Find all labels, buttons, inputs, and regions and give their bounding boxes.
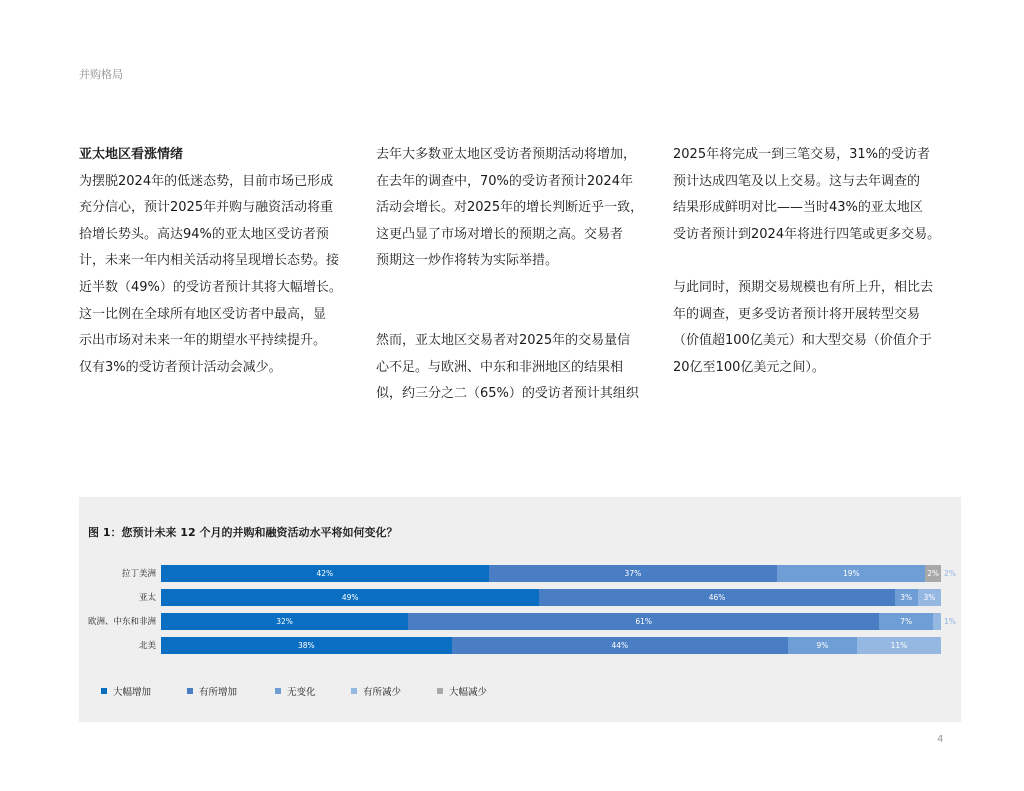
- row-label: 拉丁美洲: [121, 569, 156, 579]
- legend-swatch: [187, 688, 193, 694]
- section-title: 并购格局: [79, 68, 123, 81]
- bar-segment: 3%: [895, 589, 918, 606]
- legend-swatch: [437, 688, 443, 694]
- bar-segment: 61%: [408, 613, 879, 630]
- bar-segment: 11%: [857, 637, 941, 654]
- paragraph-line: 这一比例在全球所有地区受访者中最高，显: [79, 306, 327, 322]
- bar-segment: 19%: [777, 565, 925, 582]
- outside-value-label: 2%: [944, 569, 956, 578]
- paragraph-line: 受访者预计到2024年将进行四笔或更多交易。: [673, 226, 941, 242]
- legend-swatch: [275, 688, 281, 694]
- bar-segment: 32%: [161, 613, 408, 630]
- bar-segment: 49%: [161, 589, 539, 606]
- paragraph-line: 20亿至100亿美元之间）。: [673, 359, 825, 375]
- legend-label: 有所增加: [199, 687, 238, 698]
- legend-label: 大幅增加: [113, 687, 152, 698]
- bar-segment: 3%: [918, 589, 941, 606]
- bar-segment: 38%: [161, 637, 452, 654]
- legend-item: [437, 684, 487, 698]
- legend-label: 大幅减少: [449, 687, 488, 698]
- paragraph-line: 充分信心，预计2025年并购与融资活动将重: [79, 200, 334, 216]
- legend-swatch: [351, 688, 357, 694]
- paragraph-line: 示出市场对未来一年的期望水平持续提升。: [79, 333, 327, 349]
- row-label: 欧洲、中东和非洲: [87, 617, 156, 627]
- paragraph-line: 这更凸显了市场对增长的预期之高。交易者: [376, 226, 624, 242]
- bar-segment: 46%: [539, 589, 894, 606]
- bar-segment: [933, 613, 941, 630]
- legend-swatch: [101, 688, 107, 694]
- text-column-2: [376, 142, 654, 408]
- page-number: 4: [937, 734, 944, 745]
- bar-segment: 37%: [489, 565, 778, 582]
- bar-segment: 42%: [161, 565, 489, 582]
- bar-segment: 44%: [452, 637, 788, 654]
- paragraph-line: 近半数（49%）的受访者预计其将大幅增长。: [79, 279, 342, 295]
- bar-segment: 7%: [879, 613, 933, 630]
- legend-label: 有所减少: [363, 687, 402, 698]
- paragraph-line: （价值超100亿美元）和大型交易（价值介于: [673, 333, 932, 349]
- legend-item: [275, 684, 316, 698]
- outside-value-label: 1%: [944, 617, 956, 626]
- paragraph-line: 年的调查，更多受访者预计将开展转型交易: [673, 306, 921, 322]
- figure-panel: [79, 497, 961, 722]
- figure-title: 图 1：您预计未来 12 个月的并购和融资活动水平将如何变化？: [88, 526, 398, 539]
- paragraph-line: 在去年的调查中，70%的受访者预计2024年: [376, 173, 633, 189]
- paragraph-line: 去年大多数亚太地区受访者预期活动将增加，: [376, 147, 637, 162]
- paragraph-line: 与此同时，预期交易规模也有所上升，相比去: [673, 279, 934, 295]
- legend-item: [101, 684, 151, 698]
- paragraph-line: 心不足。与欧洲、中东和非洲地区的结果相: [376, 359, 624, 375]
- paragraph-line: 2025年将完成一到三笔交易，31%的受访者: [673, 147, 930, 162]
- paragraph-line: 拾增长势头。高达94%的亚太地区受访者预: [79, 226, 329, 242]
- paragraph-line: 仅有3%的受访者预计活动会减少。: [79, 359, 282, 375]
- row-label: 亚太: [138, 593, 156, 603]
- paragraph-line: 然而，亚太地区交易者对2025年的交易量信: [376, 333, 631, 349]
- legend-label: 无变化: [287, 687, 316, 698]
- text-column-3: [673, 142, 951, 381]
- paragraph-line: 计，未来一年内相关活动将呈现增长态势。接: [79, 253, 340, 269]
- section-heading: 亚太地区看涨情绪: [79, 147, 184, 162]
- bar-segment: 2%: [925, 565, 941, 582]
- text-column-1: [79, 142, 353, 381]
- legend-item: [187, 684, 237, 698]
- paragraph-line: 预计达成四笔及以上交易。这与去年调查的: [673, 173, 921, 189]
- paragraph-line: 似，约三分之二（65%）的受访者预计其组织: [376, 386, 639, 402]
- paragraph-line: 为摆脱2024年的低迷态势，目前市场已形成: [79, 173, 334, 189]
- bar-segment: 9%: [788, 637, 857, 654]
- paragraph-line: 活动会增长。对2025年的增长判断近乎一致，: [376, 200, 644, 216]
- legend-item: [351, 684, 401, 698]
- row-label: 北美: [138, 641, 156, 651]
- paragraph-line: 预期这一炒作将转为实际举措。: [376, 253, 559, 269]
- paragraph-line: 结果形成鲜明对比——当时43%的亚太地区: [673, 200, 923, 216]
